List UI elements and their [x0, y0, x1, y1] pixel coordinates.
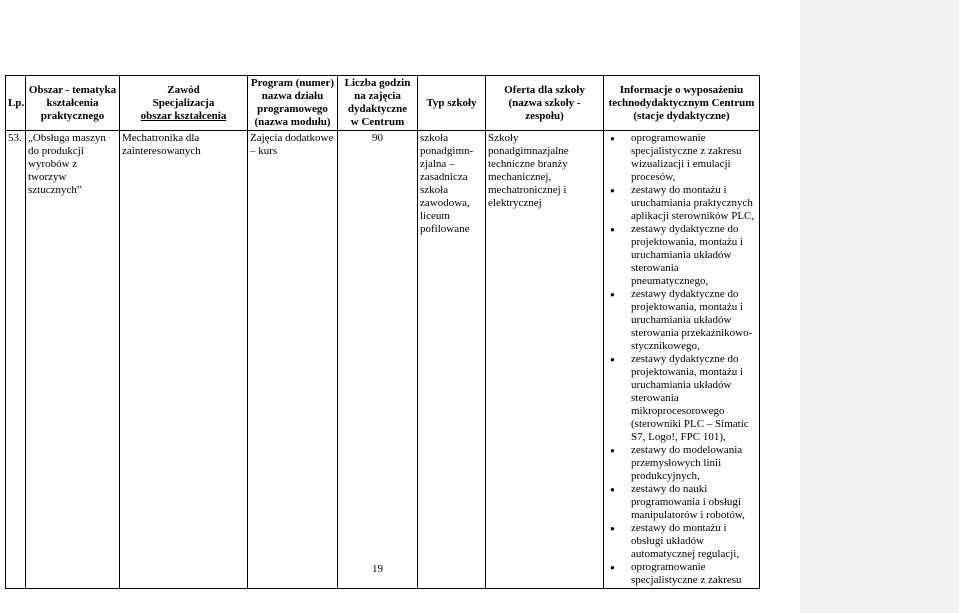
cell-oferta: Szkoły ponadgimnazjalne techniczne branży mechanicznej, mechatronicznej i elektrycznej [486, 131, 604, 589]
cell-zawod: Mechatronika dla zainteresowanych [120, 131, 248, 589]
header-godziny: Liczba godzin na zajęcia dydaktyczne w Centrum [338, 76, 418, 131]
list-item: ● oprogramowanie specjalistyczne z zakresu wizualizacji i emulacji procesów, [606, 132, 757, 184]
header-row [6, 76, 760, 131]
cell-informacje [604, 131, 760, 589]
list-item: ● zestawy dydaktyczne do projektowania, montażu i uruchamiania układów sterowania mikroprocesorowego (sterowniki PLC – Simatic S7, Logo!, FPC 101), [606, 353, 757, 444]
header-lp: Lp. [6, 76, 26, 131]
cell-lp: 53. [6, 131, 26, 589]
equipment-list [606, 132, 757, 587]
cell-obszar: „Obsługa maszyn do produkcji wyrobów z tworzyw sztucznych” [26, 131, 120, 589]
list-item: ● zestawy do modelowania przemysłowych linii produkcyjnych, [606, 444, 757, 483]
header-zawod: Zawód Specjalizacja obszar kształcenia [120, 76, 248, 131]
page-number: 19 [372, 563, 383, 575]
cell-godziny: 90 [338, 131, 418, 589]
table-row [6, 131, 760, 589]
viewer-gutter [800, 0, 959, 613]
cell-typ: szkoła ponadgimn-zjalna – zasadnicza szkoła zawodowa, liceum pofilowane [418, 131, 486, 589]
list-item: ● zestawy dydaktyczne do projektowania, montażu i uruchamiania układów sterowania przekaźnikowo-stycznikowego, [606, 288, 757, 353]
list-item: ● zestawy dydaktyczne do projektowania, montażu i uruchamiania układów sterowania pneumatycznego, [606, 223, 757, 288]
list-item: ● zestawy do nauki programowania i obsługi manipulatorów i robotów, [606, 483, 757, 522]
cell-program: Zajęcia dodatkowe – kurs [248, 131, 338, 589]
header-oferta: Oferta dla szkoły (nazwa szkoły - zespołu) [486, 76, 604, 131]
list-item: ● oprogramowanie specjalistyczne z zakresu [606, 561, 757, 587]
header-program: Program (numer) nazwa działu programowego (nazwa modułu) [248, 76, 338, 131]
list-item: ● zestawy do montażu i obsługi układów automatycznej regulacji, [606, 522, 757, 561]
offer-table [5, 75, 760, 589]
list-item: ● zestawy do montażu i uruchamiania praktycznych aplikacji sterowników PLC, [606, 184, 757, 223]
header-obszar: Obszar - tematyka kształcenia praktycznego [26, 76, 120, 131]
header-typ: Typ szkoły [418, 76, 486, 131]
header-informacje: Informacje o wyposażeniu technodydaktycznym Centrum (stacje dydaktyczne) [604, 76, 760, 131]
